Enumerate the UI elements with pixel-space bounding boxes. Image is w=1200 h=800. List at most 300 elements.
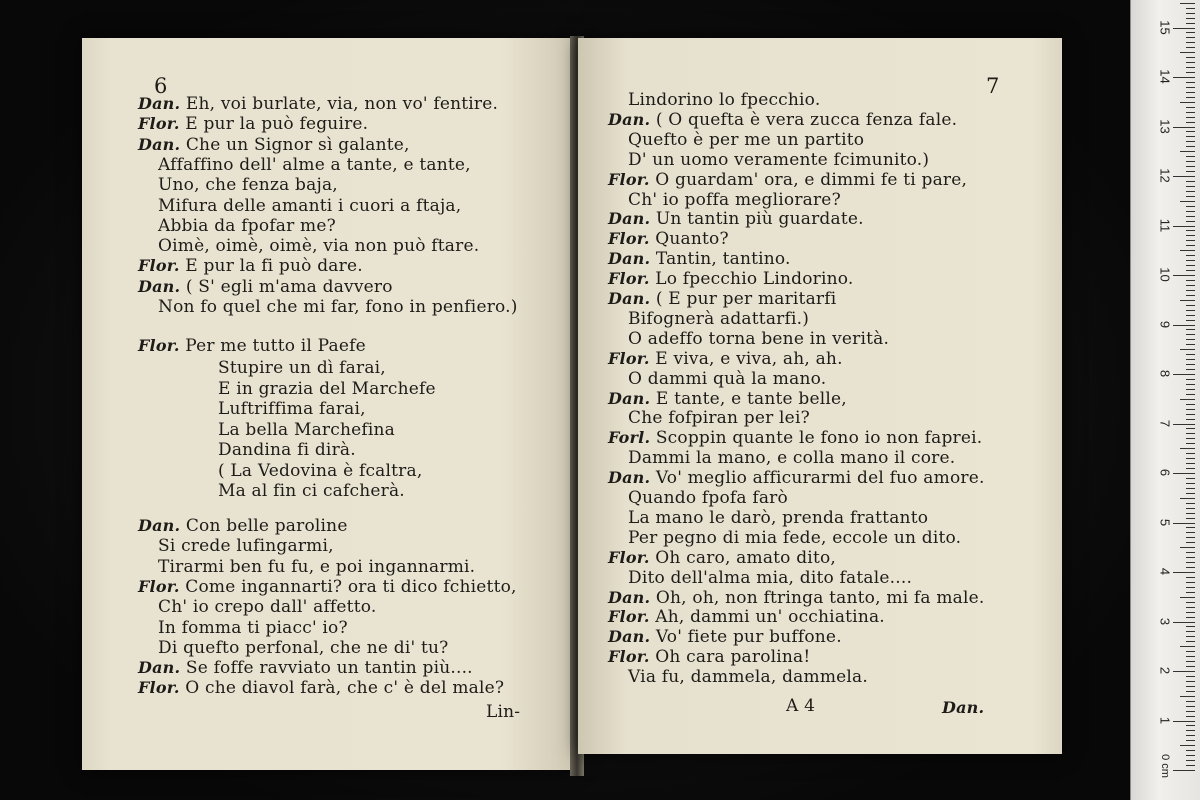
ruler-tick [1186, 463, 1195, 464]
ruler-tick [1186, 369, 1195, 370]
text-line [608, 110, 957, 130]
dialogue-text: Quando fpofa farò [628, 488, 788, 508]
dialogue-text: Di quefto perfonal, che ne di' tu? [158, 637, 449, 658]
dialogue-text: ( La Vedovina è fcaltra, [218, 460, 423, 481]
ruler-tick [1180, 696, 1195, 697]
ruler-tick [1186, 117, 1195, 118]
ruler-tick [1180, 448, 1195, 449]
ruler-tick [1186, 716, 1195, 717]
ruler-number: 2 [1157, 666, 1173, 675]
ruler-tick [1186, 681, 1195, 682]
ruler-number: 6 [1157, 468, 1173, 477]
ruler-tick [1173, 424, 1195, 425]
dialogue-text: Che fofpiran per lei? [628, 408, 810, 429]
ruler-tick [1180, 52, 1195, 53]
ruler-tick [1186, 141, 1195, 142]
ruler-tick [1173, 28, 1195, 29]
text-line [608, 647, 810, 667]
ruler-tick [1186, 216, 1195, 217]
ruler-tick [1186, 305, 1195, 306]
dialogue-text: Per me tutto il Paefe [179, 336, 366, 356]
text-line [158, 297, 518, 317]
ruler-tick [1186, 166, 1195, 167]
ruler-tick [1186, 725, 1195, 726]
ruler-tick [1186, 47, 1195, 48]
ruler-tick [1186, 8, 1195, 9]
ruler-number: 11 [1157, 218, 1173, 232]
ruler-tick [1186, 320, 1195, 321]
ruler-tick [1180, 300, 1195, 301]
ruler-tick [1186, 255, 1195, 256]
ruler-tick [1186, 612, 1195, 613]
dialogue-text: Quanto? [649, 229, 729, 250]
ruler-tick [1180, 547, 1195, 548]
speaker-name: Dan. [608, 468, 651, 488]
ruler-tick [1186, 765, 1195, 766]
dialogue-text: Via fu, dammela, dammela. [628, 667, 868, 688]
text-line [138, 678, 504, 698]
text-line [608, 269, 854, 289]
text-line [608, 289, 836, 309]
ruler-tick [1186, 587, 1195, 588]
ruler-tick [1186, 532, 1195, 533]
dialogue-text: ( O quefta è vera zucca fenza fale. [650, 109, 958, 130]
dialogue-text: Ma al fin ci cafcherà. [218, 481, 405, 501]
ruler-tick [1186, 636, 1195, 637]
text-line [628, 528, 961, 548]
text-line [628, 667, 868, 687]
dialogue-text: Quefto è per me un partito [628, 129, 865, 150]
ruler-tick [1173, 77, 1195, 78]
ruler-tick [1186, 146, 1195, 147]
dialogue-text: ( E pur per maritarfi [650, 289, 837, 309]
ruler-tick [1186, 518, 1195, 519]
text-line [608, 229, 729, 249]
text-line [218, 461, 422, 481]
ruler-tick [1173, 473, 1195, 474]
speaker-name: Flor. [608, 269, 650, 289]
ruler-tick [1186, 483, 1195, 484]
dialogue-text: Affaffino dell' alme a tante, e tante, [158, 154, 471, 175]
text-line [628, 150, 929, 170]
ruler-tick [1186, 428, 1195, 429]
ruler-tick [1186, 666, 1195, 667]
text-line [628, 130, 864, 150]
ruler-tick [1186, 235, 1195, 236]
text-line [158, 175, 338, 195]
speaker-name: Dan. [138, 134, 181, 154]
dialogue-text: ( S' egli m'ama davvero [180, 276, 393, 297]
dialogue-text: Tantin, tantino. [650, 249, 791, 270]
ruler-tick [1186, 478, 1195, 479]
ruler-tick [1173, 176, 1195, 177]
dialogue-text: Oh cara parolina! [649, 647, 811, 668]
ruler-tick [1180, 646, 1195, 647]
text-line [608, 209, 864, 229]
text-line [218, 379, 436, 399]
ruler-tick [1186, 310, 1195, 311]
ruler-tick [1186, 661, 1195, 662]
text-line [608, 349, 843, 369]
ruler-tick [1186, 750, 1195, 751]
ruler-tick [1186, 389, 1195, 390]
text-line [608, 170, 967, 190]
ruler-tick [1186, 458, 1195, 459]
ruler-tick [1186, 562, 1195, 563]
ruler-tick [1186, 112, 1195, 113]
speaker-name: Flor. [608, 647, 650, 667]
dialogue-text: In fomma ti piacc' io? [158, 617, 348, 638]
dialogue-text: Stupire un dì farai, [218, 358, 386, 378]
ruler-tick [1186, 67, 1195, 68]
ruler-tick [1186, 245, 1195, 246]
dialogue-text: Si crede lufingarmi, [158, 536, 334, 557]
text-line [218, 481, 405, 501]
text-line [138, 277, 393, 297]
ruler-tick [1186, 740, 1195, 741]
ruler-tick [1186, 404, 1195, 405]
ruler-tick [1173, 127, 1195, 128]
text-line [628, 329, 889, 349]
ruler-tick [1186, 527, 1195, 528]
dialogue-text: Scoppin quante le fono io non faprei. [650, 428, 983, 449]
dialogue-text: Oh caro, amato dito, [649, 547, 837, 568]
ruler-number: 14 [1157, 69, 1173, 84]
ruler-number: 13 [1157, 118, 1173, 134]
ruler-tick [1186, 493, 1195, 494]
speaker-name: Flor. [138, 336, 180, 355]
dialogue-text: E viva, e viva, ah, ah. [649, 348, 843, 369]
ruler-tick [1186, 191, 1195, 192]
ruler-tick [1186, 37, 1195, 38]
ruler-tick [1180, 498, 1195, 499]
ruler-number: 7 [1157, 419, 1173, 427]
ruler-tick [1173, 226, 1195, 227]
ruler-tick [1186, 221, 1195, 222]
speaker-name: Flor. [608, 547, 650, 567]
ruler-tick [1186, 711, 1195, 712]
ruler-tick [1186, 364, 1195, 365]
text-line [158, 638, 449, 658]
ruler-tick [1186, 468, 1195, 469]
left-page-number: 6 [154, 74, 168, 98]
ruler-tick [1186, 265, 1195, 266]
ruler-tick [1186, 57, 1195, 58]
ruler-tick [1173, 523, 1195, 524]
ruler-tick [1186, 691, 1195, 692]
dialogue-text: E pur la può feguire. [179, 114, 369, 135]
dialogue-text: Ah, dammi un' occhiatina. [649, 607, 885, 628]
speaker-name: Flor. [608, 348, 650, 368]
ruler-tick [1186, 230, 1195, 231]
ruler-tick [1186, 186, 1195, 187]
ruler-tick [1186, 270, 1195, 271]
text-line [158, 155, 471, 175]
ruler-tick [1186, 626, 1195, 627]
ruler-tick [1186, 433, 1195, 434]
ruler-tick [1186, 686, 1195, 687]
ruler-tick [1186, 409, 1195, 410]
text-line [218, 420, 395, 440]
ruler-tick [1180, 250, 1195, 251]
measuring-ruler [1130, 0, 1200, 800]
ruler-tick [1186, 72, 1195, 73]
dialogue-text: Bifognerà adattarfi.) [628, 308, 810, 329]
ruler-tick [1186, 631, 1195, 632]
ruler-tick [1186, 359, 1195, 360]
ruler-number: 1 [1157, 716, 1173, 724]
ruler-tick [1186, 156, 1195, 157]
text-line [628, 488, 788, 508]
ruler-tick [1180, 399, 1195, 400]
ruler-tick [1186, 503, 1195, 504]
ruler-tick [1186, 730, 1195, 731]
speaker-name: Dan. [608, 109, 651, 129]
dialogue-text: Dandina fi dirà. [218, 440, 356, 460]
ruler-tick [1186, 82, 1195, 83]
text-line [628, 508, 928, 528]
dialogue-text: Ch' io poffa megliorare? [628, 189, 841, 210]
dialogue-text: La mano le darò, prenda frattanto [628, 507, 929, 528]
speaker-name: Dan. [608, 627, 651, 647]
text-line [218, 358, 386, 378]
ruler-tick [1186, 557, 1195, 558]
ruler-tick [1186, 92, 1195, 93]
text-line [158, 618, 348, 638]
dialogue-text: O che diavol farà, che c' è del male? [179, 678, 505, 699]
ruler-tick [1186, 676, 1195, 677]
ruler-tick [1186, 260, 1195, 261]
ruler-tick [1173, 572, 1195, 573]
dialogue-text: Lo fpecchio Lindorino. [649, 269, 854, 290]
ruler-tick [1186, 453, 1195, 454]
dialogue-text: Con belle paroline [180, 516, 348, 536]
ruler-tick [1180, 597, 1195, 598]
speaker-name: Dan. [138, 94, 181, 113]
ruler-tick [1186, 542, 1195, 543]
text-line [608, 428, 982, 448]
speaker-name: Dan. [608, 209, 651, 229]
speaker-name: Flor. [138, 256, 180, 276]
ruler-tick [1173, 374, 1195, 375]
dialogue-text: E tante, e tante belle, [650, 388, 847, 409]
speaker-name: Dan. [608, 388, 651, 408]
speaker-name: Dan. [608, 249, 651, 269]
text-line [138, 336, 366, 356]
text-line [608, 249, 791, 269]
ruler-tick [1186, 285, 1195, 286]
ruler-tick [1173, 770, 1195, 771]
ruler-tick [1186, 582, 1195, 583]
ruler-number: 10 [1157, 267, 1173, 282]
ruler-tick [1186, 344, 1195, 345]
ruler-tick [1186, 23, 1195, 24]
ruler-tick [1186, 379, 1195, 380]
dialogue-text: Uno, che fenza baja, [158, 175, 338, 196]
ruler-unit-label: 0 cm [1158, 754, 1171, 778]
dialogue-text: Dito dell'alma mia, dito fatale.... [628, 567, 913, 588]
dialogue-text: Tirarmi ben fu fu, e poi ingannarmi. [158, 556, 476, 577]
text-line [158, 597, 377, 617]
ruler-tick [1186, 206, 1195, 207]
dialogue-text: Che un Signor sì galante, [180, 134, 410, 155]
ruler-tick [1186, 32, 1195, 33]
text-line [158, 557, 475, 577]
ruler-tick [1186, 552, 1195, 553]
ruler-tick [1186, 577, 1195, 578]
ruler-tick [1186, 280, 1195, 281]
ruler-tick [1186, 701, 1195, 702]
ruler-tick [1186, 706, 1195, 707]
dialogue-text: Luftriffima farai, [218, 399, 366, 419]
ruler-number: 3 [1157, 617, 1173, 625]
ruler-tick [1173, 325, 1195, 326]
signature-mark: A 4 [786, 696, 816, 716]
ruler-tick [1186, 513, 1195, 514]
ruler-tick [1186, 315, 1195, 316]
ruler-number: 12 [1157, 168, 1173, 183]
ruler-tick [1186, 617, 1195, 618]
text-line [608, 468, 985, 488]
dialogue-text: E pur la fi può dare. [179, 256, 363, 277]
ruler-tick [1186, 656, 1195, 657]
ruler-tick [1186, 354, 1195, 355]
text-line [608, 627, 842, 647]
text-line [158, 196, 461, 216]
left-catchword: Lin- [486, 702, 521, 722]
ruler-tick [1186, 295, 1195, 296]
ruler-tick [1186, 651, 1195, 652]
ruler-tick [1180, 745, 1195, 746]
ruler-tick [1186, 592, 1195, 593]
text-line [158, 236, 479, 256]
ruler-tick [1186, 18, 1195, 19]
ruler-tick [1173, 671, 1195, 672]
ruler-tick [1186, 567, 1195, 568]
ruler-tick [1186, 760, 1195, 761]
speaker-name: Flor. [608, 607, 650, 627]
dialogue-text: Non fo quel che mi far, fono in penfiero.) [158, 297, 518, 317]
right-catchword: Dan. [942, 698, 985, 717]
dialogue-text: Oh, oh, non ftringa tanto, mi fa male. [650, 587, 985, 608]
text-line [628, 190, 841, 210]
ruler-tick [1186, 42, 1195, 43]
ruler-tick [1186, 607, 1195, 608]
dialogue-text: O adeffo torna bene in verità. [628, 328, 890, 349]
text-line [608, 607, 885, 627]
ruler-tick [1186, 735, 1195, 736]
text-line [218, 399, 366, 419]
ruler-tick [1180, 349, 1195, 350]
text-line [158, 536, 334, 556]
ruler-tick [1173, 721, 1195, 722]
ruler-tick [1186, 329, 1195, 330]
dialogue-text: Eh, voi burlate, via, non vo' fentire. [180, 94, 499, 114]
dialogue-text: Abbia da fpofar me? [158, 215, 336, 236]
speaker-name: Forl. [608, 428, 651, 448]
text-line [138, 94, 498, 114]
text-line [158, 216, 336, 236]
ruler-number: 4 [1157, 567, 1173, 576]
ruler-tick [1186, 87, 1195, 88]
ruler-tick [1173, 275, 1195, 276]
ruler-tick [1186, 13, 1195, 14]
text-line [138, 135, 410, 155]
dialogue-text: Se foffe ravviato un tantin più.... [180, 658, 473, 679]
dialogue-text: Per pegno di mia fede, eccole un dito. [628, 527, 962, 548]
ruler-number: 15 [1157, 19, 1173, 35]
text-line [138, 256, 363, 276]
text-line [628, 369, 826, 389]
dialogue-text: Mifura delle amanti i cuori a ftaja, [158, 195, 462, 216]
text-line [628, 90, 820, 110]
text-line [628, 408, 810, 428]
ruler-tick [1186, 181, 1195, 182]
ruler-tick [1180, 151, 1195, 152]
speaker-name: Dan. [138, 276, 181, 296]
ruler-tick [1186, 334, 1195, 335]
right-page-number: 7 [986, 74, 1000, 98]
ruler-tick [1186, 62, 1195, 63]
text-line [608, 588, 984, 608]
speaker-name: Flor. [138, 114, 180, 134]
dialogue-text: Un tantin più guardate. [650, 209, 864, 230]
ruler-tick [1186, 384, 1195, 385]
speaker-name: Dan. [608, 289, 651, 308]
dialogue-text: Lindorino lo fpecchio. [628, 90, 821, 110]
text-line [628, 309, 809, 329]
speaker-name: Flor. [138, 678, 180, 698]
speaker-name: Dan. [138, 658, 181, 678]
speaker-name: Dan. [608, 587, 651, 607]
right-page [578, 38, 1062, 754]
ruler-tick [1186, 290, 1195, 291]
ruler-number: 8 [1157, 369, 1173, 378]
ruler-tick [1186, 641, 1195, 642]
ruler-tick [1186, 171, 1195, 172]
ruler-tick [1186, 339, 1195, 340]
ruler-tick [1180, 201, 1195, 202]
dialogue-text: O guardam' ora, e dimmi fe ti pare, [649, 169, 968, 190]
text-line [608, 389, 847, 409]
ruler-tick [1186, 488, 1195, 489]
left-page [82, 38, 576, 770]
speaker-name: Flor. [608, 229, 650, 249]
ruler-tick [1186, 136, 1195, 137]
ruler-tick [1186, 755, 1195, 756]
ruler-tick [1186, 122, 1195, 123]
dialogue-text: Vo' meglio afficurarmi del fuo amore. [650, 468, 985, 489]
text-line [608, 548, 836, 568]
ruler-tick [1186, 161, 1195, 162]
ruler-tick [1180, 3, 1195, 4]
speaker-name: Flor. [608, 169, 650, 189]
ruler-tick [1186, 394, 1195, 395]
ruler-tick [1186, 508, 1195, 509]
ruler-tick [1186, 602, 1195, 603]
ruler-tick [1186, 196, 1195, 197]
ruler-tick [1186, 240, 1195, 241]
dialogue-text: Dammi la mano, e colla mano il core. [628, 448, 956, 469]
speaker-name: Dan. [138, 516, 181, 535]
speaker-name: Flor. [138, 576, 180, 596]
dialogue-text: La bella Marchefina [218, 419, 395, 440]
dialogue-text: Ch' io crepo dall' affetto. [158, 597, 377, 618]
text-line [218, 440, 356, 460]
dialogue-text: Come ingannarti? ora ti dico fchietto, [179, 576, 517, 597]
ruler-tick [1180, 102, 1195, 103]
ruler-tick [1186, 438, 1195, 439]
